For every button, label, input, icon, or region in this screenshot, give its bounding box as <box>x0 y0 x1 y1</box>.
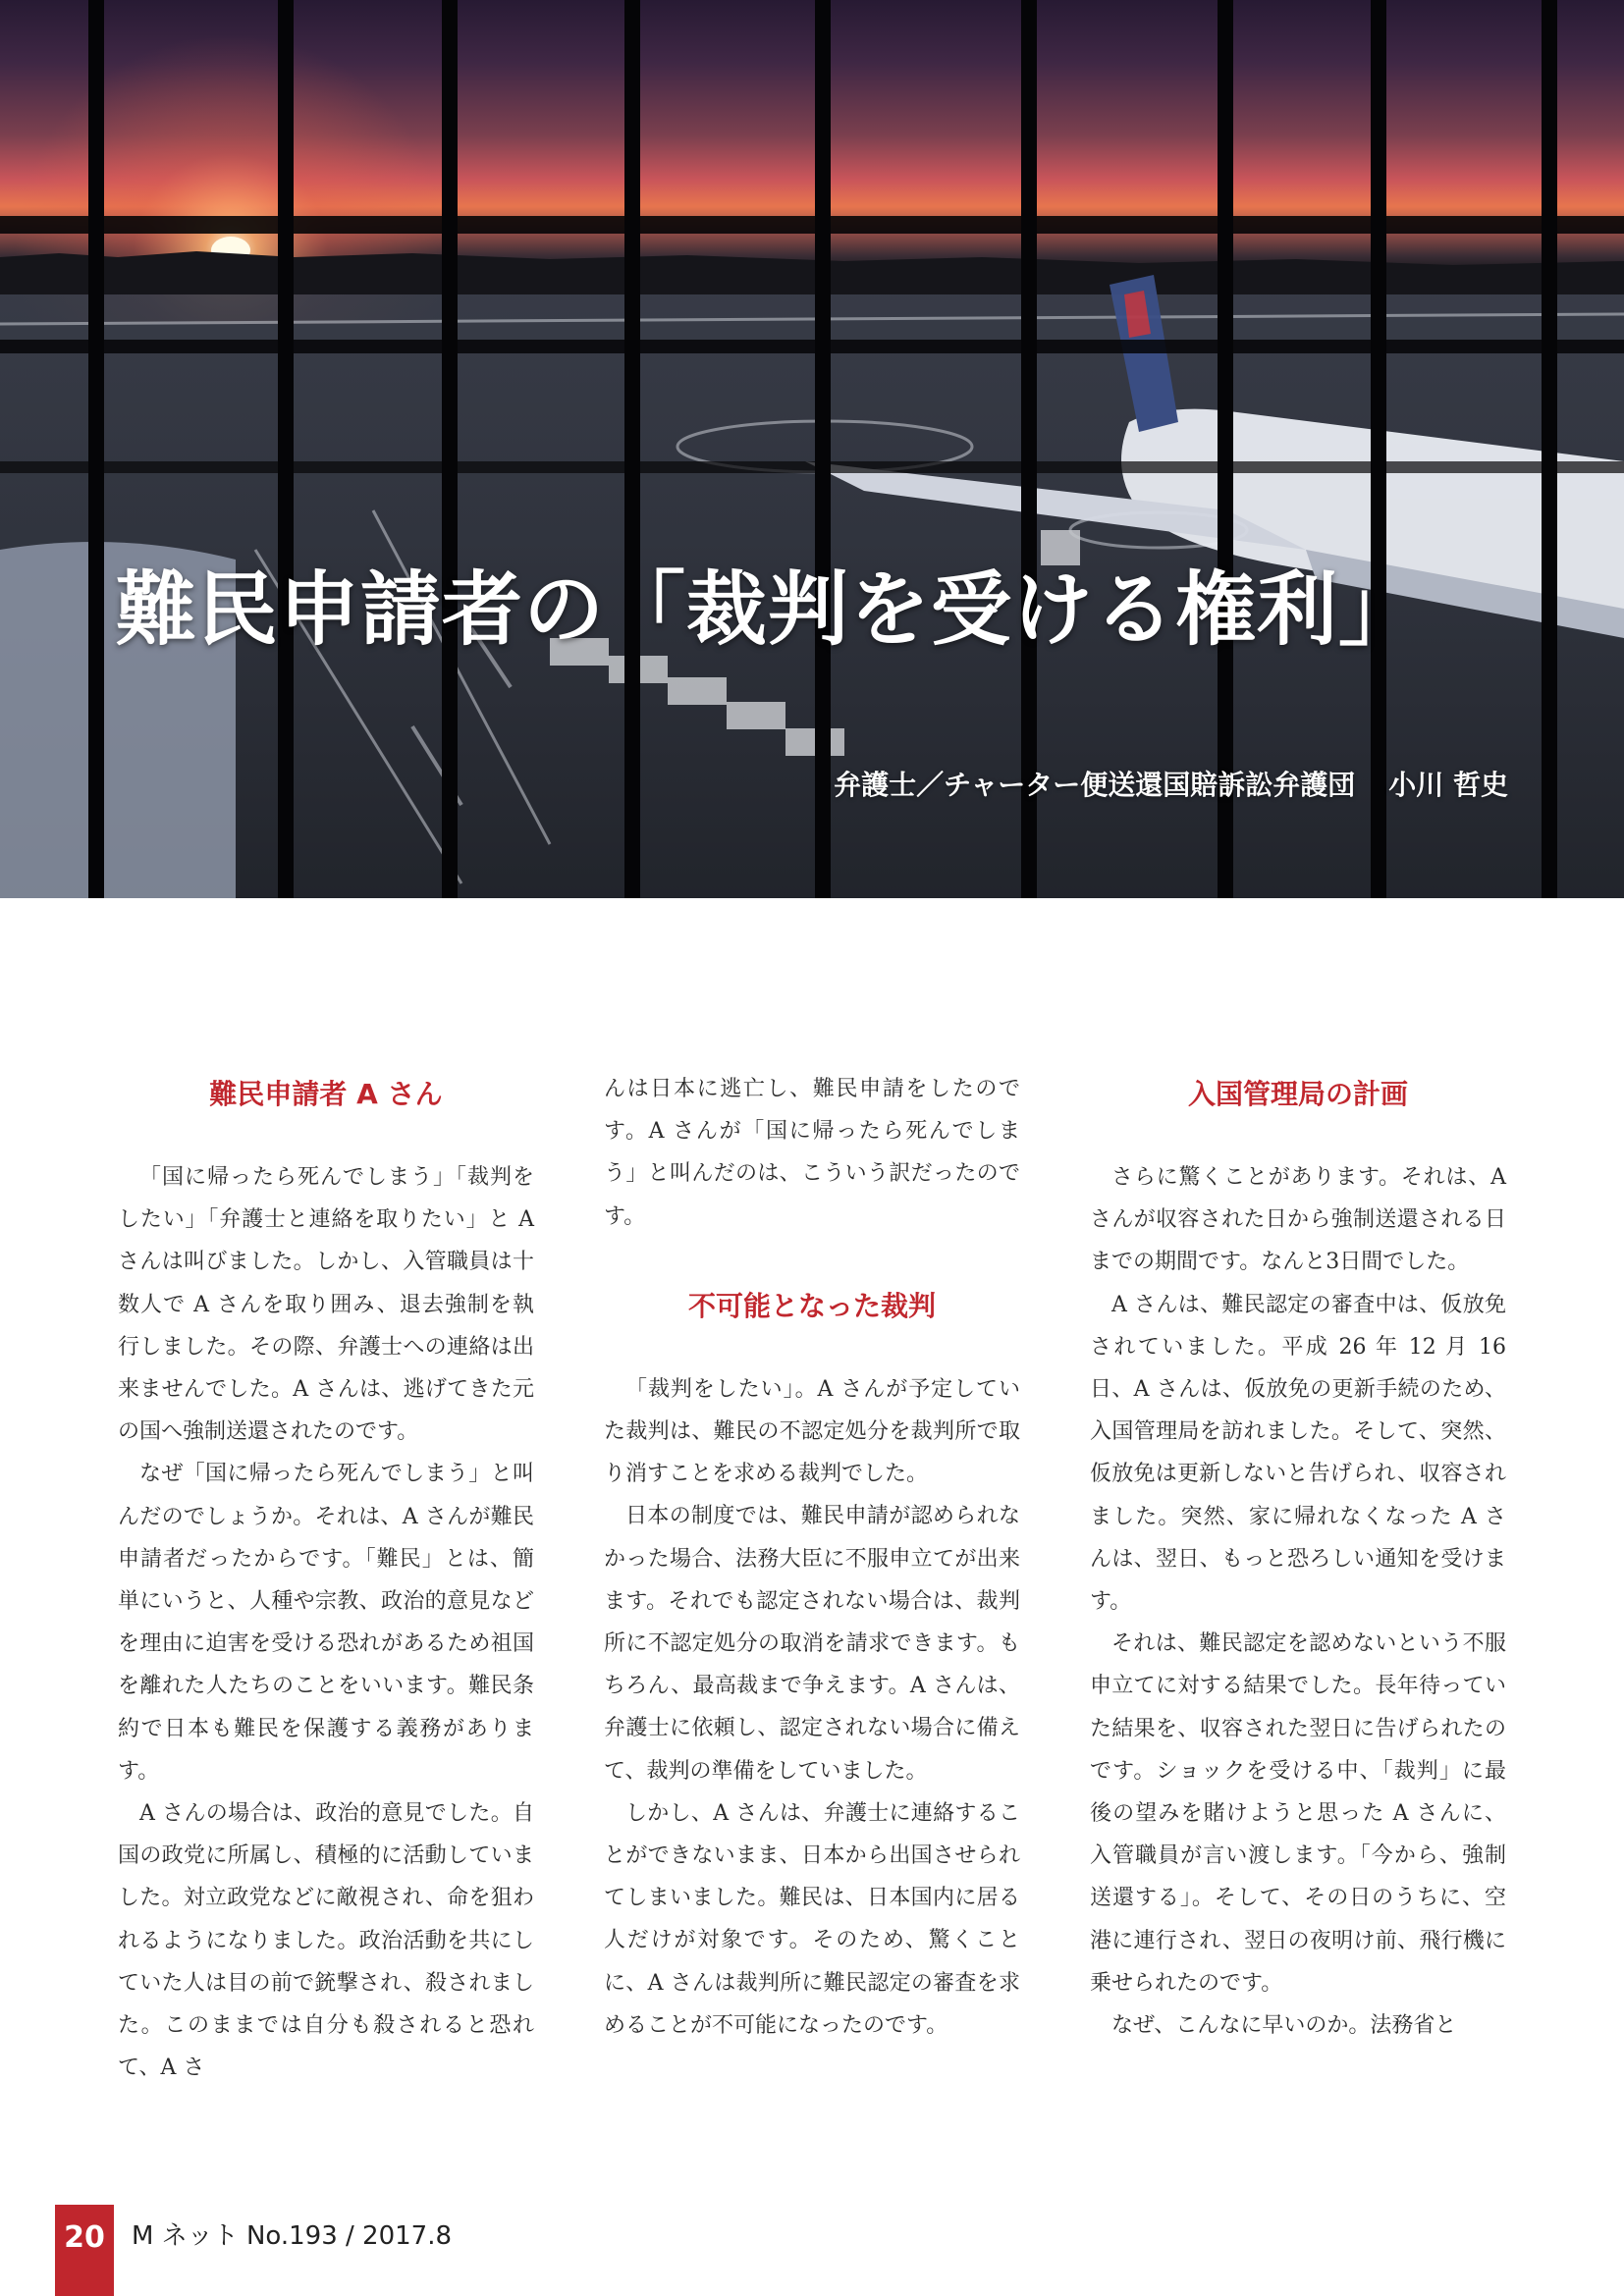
page-number: 20 <box>55 2205 114 2296</box>
author-byline <box>834 764 1508 803</box>
column-1 <box>118 1068 534 2089</box>
paragraph: しかし、A さんは、弁護士に連絡することができないまま、日本から出国させられてしまいました。難民は、日本国内に居る人だけが対象です。そのため、驚くことに、A さんは裁判所に難民認定の審査を求めることが不可能になったのです。 <box>604 1800 1020 2038</box>
column-2 <box>604 1068 1020 2047</box>
paragraph: なぜ、こんなに早いのか。法務省と <box>1111 2013 1457 2039</box>
author-affiliation: 弁護士／チャーター便送還国賠訴訟弁護団 <box>834 769 1356 801</box>
publication-info: M ネット No.193 / 2017.8 <box>132 2221 453 2251</box>
paragraph: A さんは、難民認定の審査中は、仮放免されていました。平成 26 年 12 月 16 日、A さんは、仮放免の更新手続のため、入国管理局を訪れました。そして、突然、仮放免は更新しないと告げられ、収容されました。突然、家に帰れなくなった A さんは、翌日、もっと恐ろしい通知を受けます。 <box>1090 1292 1506 1615</box>
article-title: 難民申請者の「裁判を受ける権利」 <box>116 563 1421 657</box>
hero-photo <box>0 0 1624 898</box>
paragraph: それは、難民認定を認めないという不服申立てに対する結果でした。長年待っていた結果を、収容された翌日に告げられたのです。ショックを受ける中、「裁判」に最後の望みを賭けようと思った A さんに、入管職員が言い渡します。「今から、強制送還する」。そして、その日のうちに、空港に連行され、翌日の夜明け前、飛行機に乗せられたのです。 <box>1090 1631 1506 1996</box>
paragraph: さらに驚くことがあります。それは、A さんが収容された日から強制送還される日までの期間です。なんと3日間でした。 <box>1090 1165 1506 1275</box>
paragraph: 日本の制度では、難民申請が認められなかった場合、法務大臣に不服申立てが出来ます。それでも認定されない場合は、裁判所に不認定処分の取消を請求できます。もちろん、最高裁まで争えます。A さんは、弁護士に依頼し、認定されない場合に備えて、裁判の準備をしていました。 <box>604 1504 1020 1784</box>
section-heading-impossible-trial: 不可能となった裁判 <box>687 1289 936 1322</box>
column-3 <box>1090 1068 1506 2047</box>
paragraph: 「裁判をしたい」。A さんが予定していた裁判は、難民の不認定処分を裁判所で取り消すことを求める裁判でした。 <box>604 1376 1020 1487</box>
section-heading-refugee-applicant: 難民申請者 A さん <box>209 1078 443 1110</box>
paragraph: 「国に帰ったら死んでしまう」「裁判をしたい」「弁護士と連絡を取りたい」と A さんは叫びました。しかし、入管職員は十数人で A さんを取り囲み、退去強制を執行しました。その際、弁護士への連絡は出来ませんでした。A さんは、逃げてきた元の国へ強制送還されたのです。 <box>118 1165 534 1445</box>
paragraph-continued: んは日本に逃亡し、難民申請をしたのです。A さんが「国に帰ったら死んでしまう」と叫んだのは、こういう訳だったのです。 <box>604 1077 1020 1229</box>
section-heading-immigration-plan: 入国管理局の計画 <box>1187 1078 1408 1110</box>
author-name: 小川 哲史 <box>1388 769 1508 801</box>
paragraph: A さんの場合は、政治的意見でした。自国の政党に所属し、積極的に活動していました。対立政党などに敵視され、命を狙われるようになりました。政治活動を共にしていた人は目の前で銃撃され、殺されました。このままでは自分も殺されると恐れて、A さ <box>118 1801 534 2081</box>
paragraph: なぜ「国に帰ったら死んでしまう」と叫んだのでしょうか。それは、A さんが難民申請者だったからです。「難民」とは、簡単にいうと、人種や宗教、政治的意見などを理由に迫害を受ける恐れがあるため祖国を離れた人たちのことをいいます。難民条約で日本も難民を保護する義務があります。 <box>118 1462 534 1784</box>
